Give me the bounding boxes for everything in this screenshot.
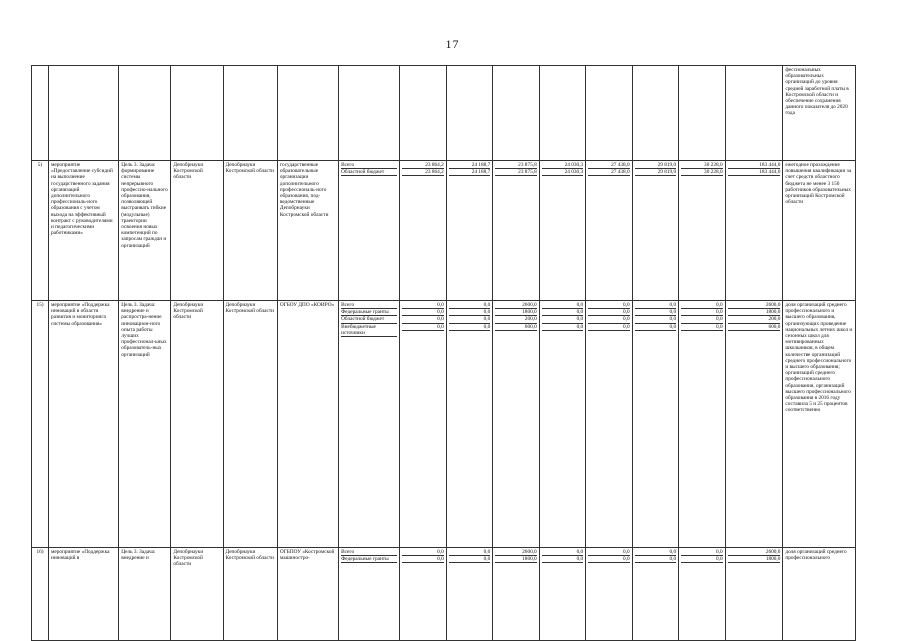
year-value [586, 301, 632, 548]
empty-cell [49, 66, 119, 161]
year-value [446, 548, 492, 641]
year-value [446, 301, 492, 548]
expected-result: доля организаций среднего профессионального и высшего образования, организующих проведение национальных летних школ и сезонных школ для мотивированных школьников, в общем количестве организаций среднего профессионального и высшего образования; организаций среднего профессионального образования, организаций высшего профессионального образования в 2016 году составила 5 и 25 процентов соответственно [783, 301, 856, 548]
goal-task: Цель 3. Задача: внедрение и [119, 548, 171, 641]
funding-amount: 23 875,8 [495, 169, 536, 176]
funding-amount: 2600,0 [728, 549, 781, 556]
empty-cell [679, 66, 725, 161]
year-value [632, 548, 678, 641]
funding-source-name: Областной бюджет [341, 169, 397, 176]
funding-amount: 0,0 [588, 302, 629, 309]
co-executor: Депобрнауки Костромской области [223, 161, 277, 301]
funding-amount: 0,0 [588, 309, 629, 316]
empty-cell [223, 66, 277, 161]
empty-cell [586, 66, 632, 161]
participant: ОГБПОУ «Костромской машиностро- [277, 548, 338, 641]
funding-amount: 0,0 [588, 316, 629, 323]
co-executor: Депобрнауки Костромской области [223, 548, 277, 641]
funding-amount: 24 030,3 [542, 169, 583, 176]
responsible-executor: Депобрнауки Костромской области [171, 301, 223, 548]
funding-amount: 0,0 [635, 302, 676, 309]
year-value [539, 548, 585, 641]
empty-cell [32, 66, 49, 161]
funding-amount: 200,0 [728, 316, 781, 323]
year-value [586, 548, 632, 641]
funding-amount: 2600,0 [728, 302, 781, 309]
funding-amount: 0,0 [449, 324, 490, 331]
funding-amount: 0,0 [449, 316, 490, 323]
funding-amount: 0,0 [681, 316, 722, 323]
year-value [493, 301, 539, 548]
empty-cell [725, 66, 783, 161]
funding-sources [339, 161, 400, 301]
measure-name: мероприятие «Поддержка инноваций в [49, 548, 119, 641]
table-row [32, 161, 856, 301]
funding-amount: 30 228,0 [681, 169, 722, 176]
year-value [632, 301, 678, 548]
row-number: 5) [32, 161, 49, 301]
year-value [400, 301, 446, 548]
year-value [679, 301, 725, 548]
empty-cell [277, 66, 338, 161]
result-cell: фессиональных образовательных организаций до уровня средней заработной платы в Костромской области и обеспечение сохранения данного показателя до 2020 года [783, 66, 856, 161]
funding-amount: 24 030,3 [542, 162, 583, 169]
funding-amount: 0,0 [449, 556, 490, 563]
funding-amount: 183 444,0 [728, 162, 781, 169]
funding-amount: 0,0 [588, 556, 629, 563]
row-number: 15) [32, 301, 49, 548]
funding-source-name: Федеральные гранты [341, 556, 397, 563]
year-value [400, 548, 446, 641]
year-value [679, 161, 725, 301]
funding-amount: 27 438,0 [588, 169, 629, 176]
responsible-executor: Депобрнауки Костромской области [171, 161, 223, 301]
funding-amount: 0,0 [402, 324, 443, 331]
year-value [632, 161, 678, 301]
measure-name: мероприятие «Предоставление субсидий на выполнение государственного задания организаций дополнительного профессиональ-ного образования с учетом выхода на эффективный контракт с руководителями и педагогическими работниками» [49, 161, 119, 301]
responsible-executor: Депобрнауки Костромской области [171, 548, 223, 641]
funding-amount: 0,0 [402, 556, 443, 563]
funding-amount: 0,0 [635, 556, 676, 563]
funding-amount: 0,0 [542, 309, 583, 316]
page-number: 17 [445, 37, 460, 51]
funding-amount: 183 444,0 [728, 169, 781, 176]
funding-amount: 0,0 [542, 302, 583, 309]
funding-amount: 0,0 [635, 324, 676, 331]
funding-amount: 0,0 [402, 549, 443, 556]
year-value [586, 161, 632, 301]
funding-amount: 30 228,0 [681, 162, 722, 169]
funding-amount: 2600,0 [495, 549, 536, 556]
row-number: 16) [32, 548, 49, 641]
empty-cell [119, 66, 171, 161]
year-value [493, 548, 539, 641]
funding-source-name: Внебюджетные источники [341, 324, 397, 337]
table-row [32, 301, 856, 548]
table-row [32, 548, 856, 641]
funding-amount: 23 864,2 [402, 162, 443, 169]
year-value [493, 161, 539, 301]
funding-amount: 0,0 [449, 302, 490, 309]
measure-name: мероприятие «Поддержка инноваций в области развития и мониторинга системы образования» [49, 301, 119, 548]
empty-cell [539, 66, 585, 161]
goal-task: Цель 3. Задача: внедрение и распростра-нение инновацион-ного опыта работы лучших профессионал-ьных образователь-ных организаций [119, 301, 171, 548]
total-value [725, 548, 783, 641]
empty-cell [171, 66, 223, 161]
funding-amount: 2600,0 [495, 302, 536, 309]
empty-cell [632, 66, 678, 161]
funding-amount: 0,0 [635, 549, 676, 556]
funding-amount: 1800,0 [728, 309, 781, 316]
funding-source-name: Всего [341, 162, 397, 169]
funding-amount: 0,0 [449, 309, 490, 316]
year-value [539, 161, 585, 301]
empty-cell [400, 66, 446, 161]
funding-amount: 0,0 [402, 302, 443, 309]
funding-amount: 1800,0 [495, 556, 536, 563]
participant: ОГБОУ ДПО «КОИРО» [277, 301, 338, 548]
total-value [725, 161, 783, 301]
expected-result: ежегодное прохождение повышения квалификации за счет средств областного бюджета не менее 3 150 работников образовательных организаций Костромской области [783, 161, 856, 301]
funding-amount: 0,0 [681, 549, 722, 556]
funding-amount: 0,0 [542, 549, 583, 556]
funding-amount: 0,0 [542, 316, 583, 323]
funding-amount: 0,0 [588, 549, 629, 556]
funding-amount: 0,0 [449, 549, 490, 556]
year-value [539, 301, 585, 548]
funding-amount: 1800,0 [495, 309, 536, 316]
empty-cell [493, 66, 539, 161]
funding-amount: 0,0 [542, 324, 583, 331]
total-value [725, 301, 783, 548]
funding-amount: 23 864,2 [402, 169, 443, 176]
funding-source-name: Федеральные гранты [341, 309, 397, 316]
table-row [32, 66, 856, 161]
funding-amount: 1800,0 [728, 556, 781, 563]
funding-amount: 0,0 [588, 324, 629, 331]
year-value [679, 548, 725, 641]
funding-source-name: Всего [341, 302, 397, 309]
co-executor: Депобрнауки Костромской области [223, 301, 277, 548]
funding-amount: 27 438,0 [588, 162, 629, 169]
funding-sources [339, 548, 400, 641]
funding-amount: 0,0 [681, 556, 722, 563]
funding-amount: 0,0 [635, 316, 676, 323]
empty-cell [339, 66, 400, 161]
funding-amount: 0,0 [402, 309, 443, 316]
funding-amount: 24 188,7 [449, 169, 490, 176]
expected-result: доля организаций среднего профессионального [783, 548, 856, 641]
funding-amount: 24 188,7 [449, 162, 490, 169]
funding-sources [339, 301, 400, 548]
funding-amount: 29 819,0 [635, 169, 676, 176]
participant: государственные образовательные организации дополнительного профессиональ-ного образования, под-ведомственные Депобрнауки Костромской области [277, 161, 338, 301]
funding-amount: 0,0 [681, 302, 722, 309]
funding-amount: 200,0 [495, 316, 536, 323]
funding-amount: 0,0 [542, 556, 583, 563]
funding-amount: 29 819,0 [635, 162, 676, 169]
funding-amount: 600,0 [495, 324, 536, 331]
funding-source-name: Всего [341, 549, 397, 556]
funding-amount: 0,0 [681, 324, 722, 331]
funding-amount: 0,0 [681, 309, 722, 316]
program-table [31, 65, 856, 641]
funding-amount: 600,0 [728, 324, 781, 331]
funding-amount: 0,0 [402, 316, 443, 323]
year-value [400, 161, 446, 301]
year-value [446, 161, 492, 301]
funding-amount: 0,0 [635, 309, 676, 316]
empty-cell [446, 66, 492, 161]
funding-amount: 23 875,8 [495, 162, 536, 169]
goal-task: Цель 3. Задача: формирование системы непрерывного профессио-нального образования, позволяющей выстраивать гибкие (модульные) траектории освоения новых компетенций по запросам граждан и организаций [119, 161, 171, 301]
funding-source-name: Областной бюджет [341, 316, 397, 323]
